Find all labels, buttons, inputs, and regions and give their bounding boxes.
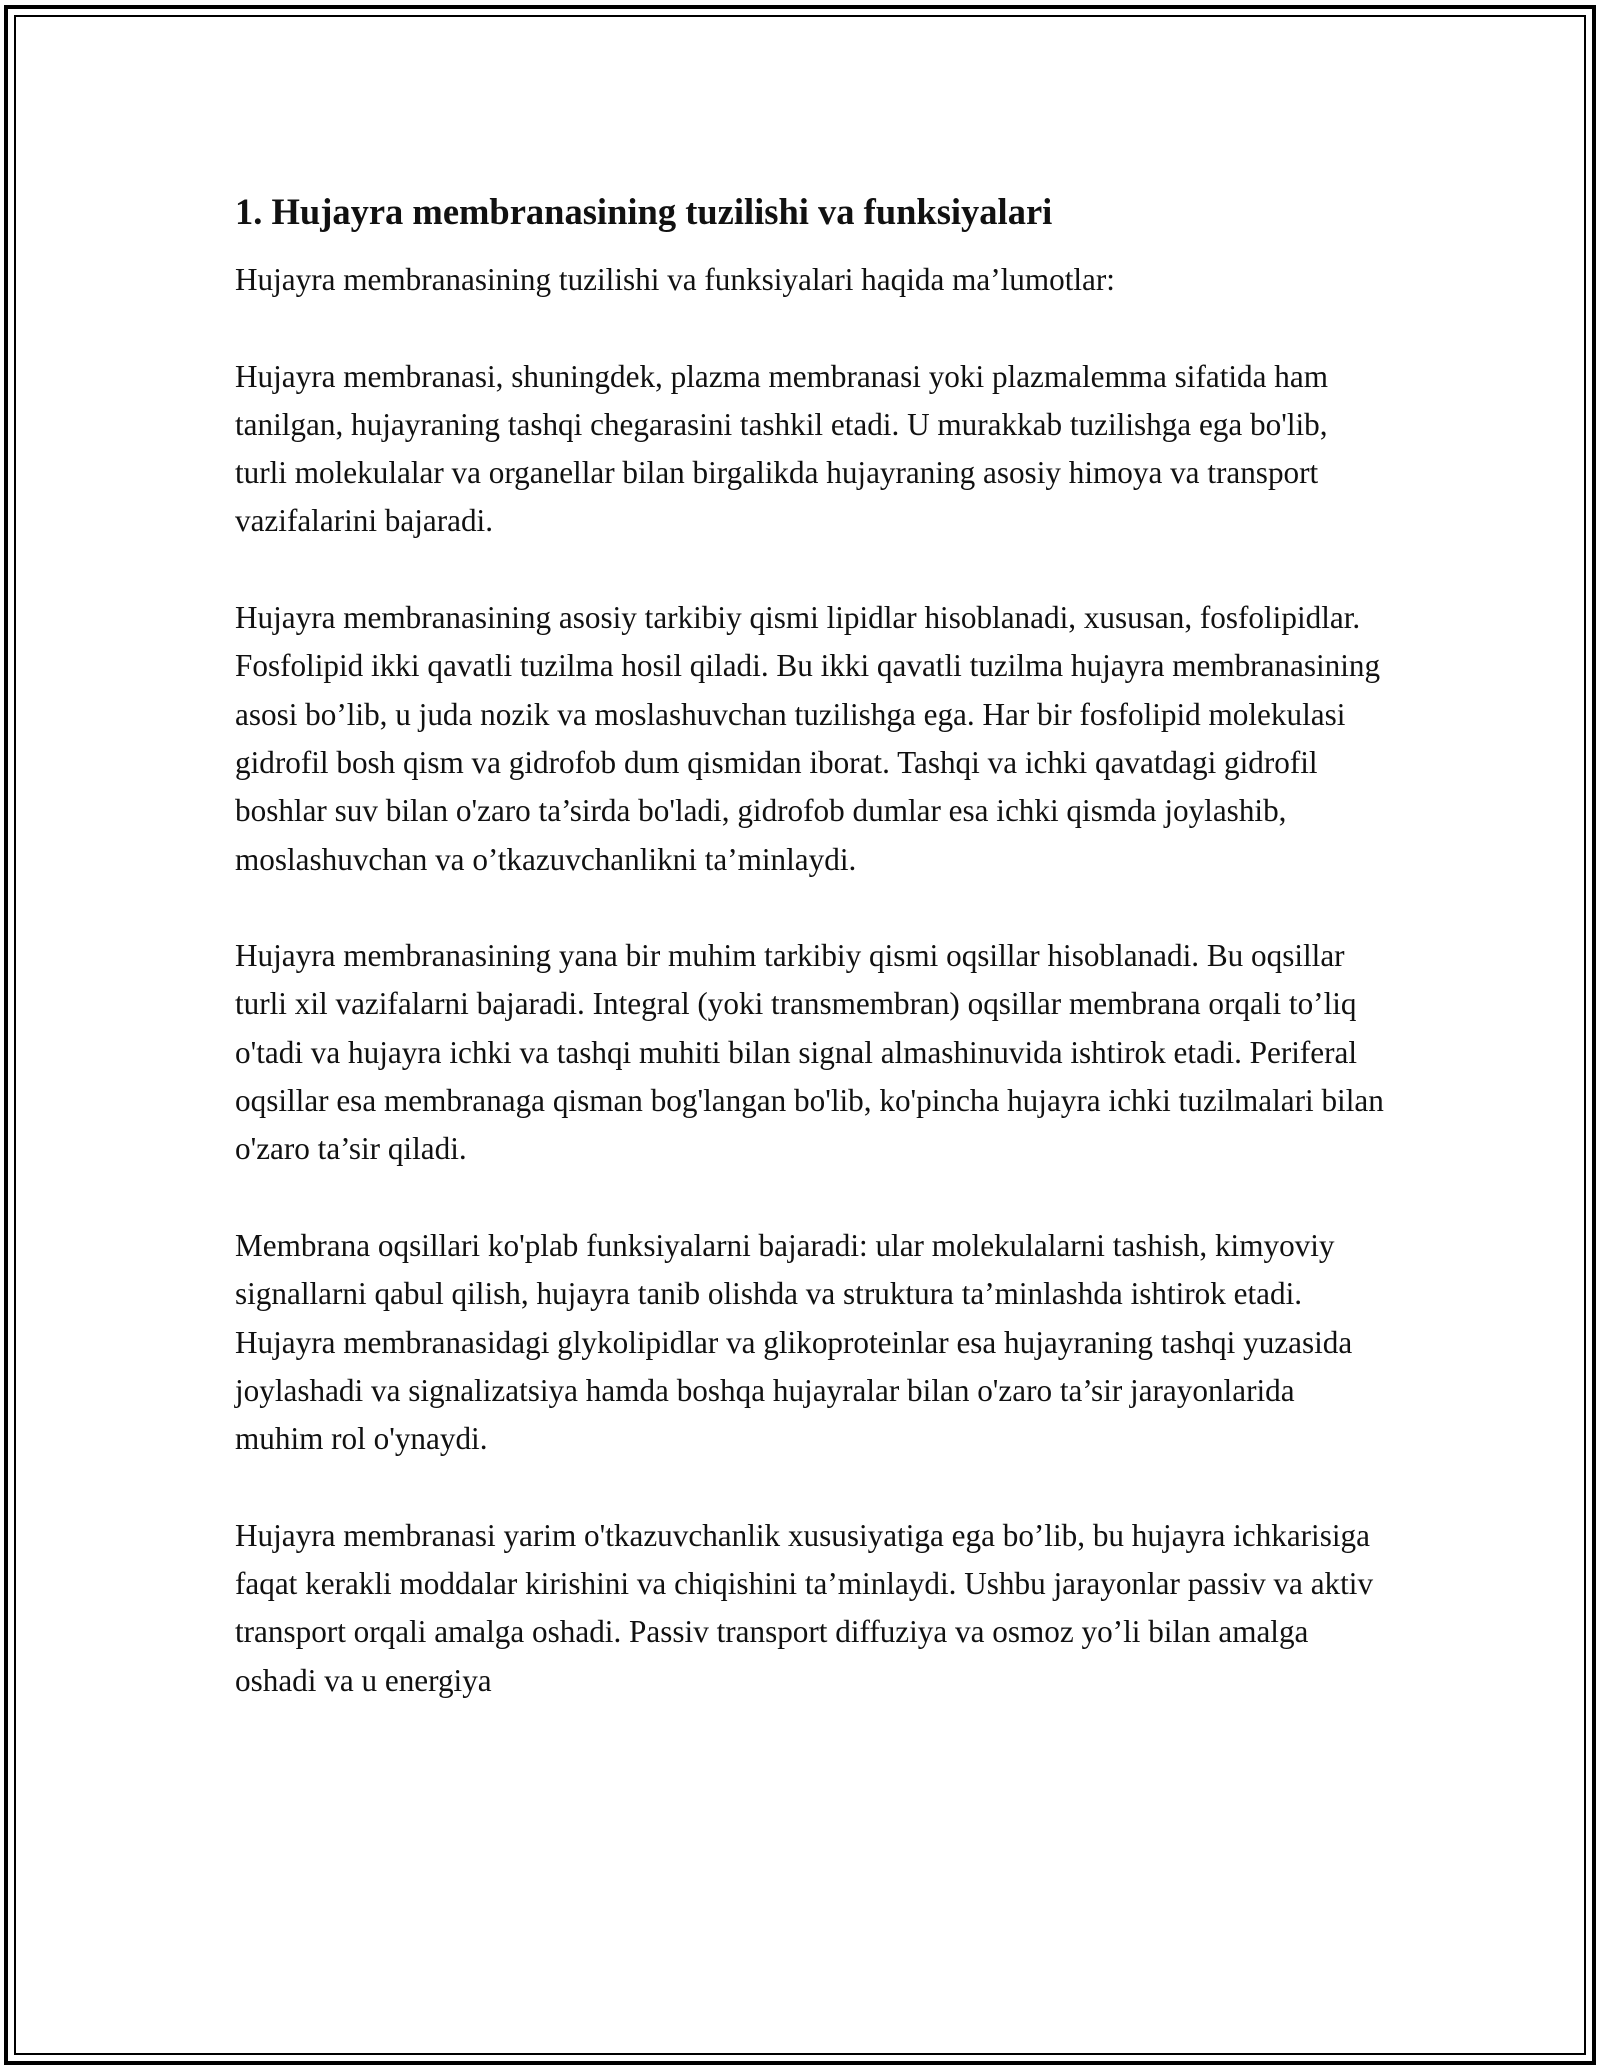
paragraph-protein-functions: Membrana oqsillari ko'plab funksiyalarni bajaradi: ular molekulalarni tashish, kimyoviy signallarni qabul qilish, hujayra tanib olishda va struktura ta’minlashda ishtirok etadi. Hujayra membranasidagi glykolipidlar va glikoproteinlar esa hujayraning tashqi yuzasida joylashadi va signalizatsiya hamda boshqa hujayralar bilan o'zaro ta’sir jarayonlarida muhim rol o'ynaydi.: [235, 1227, 1353, 1457]
paragraph-transport: Hujayra membranasi yarim o'tkazuvchanlik xususiyatiga ega bo’lib, bu hujayra ichkarisiga faqat kerakli moddalar kirishini va chiqishini ta’minlaydi. Ushbu jarayonlar passiv va aktiv transport orqali amalga oshadi. Passiv transport diffuziya va osmoz yo’li bilan amalga oshadi va u energiya: [235, 1517, 1374, 1698]
paragraph-lipids: Hujayra membranasining asosiy tarkibiy qismi lipidlar hisoblanadi, xususan, fosfolipidlar. Fosfolipid ikki qavatli tuzilma hosil qiladi. Bu ikki qavatli tuzilma hujayra membranasining asosi bo’lib, u juda nozik va moslashuvchan tuzilishga ega. Har bir fosfolipid molekulasi gidrofil bosh qism va gidrofob dum qismidan iborat. Tashqi va ichki qavatdagi gidrofil boshlar suv bilan o'zaro ta’sirda bo'ladi, gidrofob dumlar esa ichki qismda joylashib, moslashuvchan va o’tkazuvchanlikni ta’minlaydi.: [235, 600, 1381, 877]
paragraph-proteins: Hujayra membranasining yana bir muhim tarkibiy qismi oqsillar hisoblanadi. Bu oqsillar turli xil vazifalarni bajaradi. Integral (yoki transmembran) oqsillar membrana orqali to’liq o'tadi va hujayra ichki va tashqi muhiti bilan signal almashinuvida ishtirok etadi. Periferal oqsillar esa membranaga qisman bog'langan bo'lib, ko'pincha hujayra ichki tuzilmalari bilan o'zaro ta’sir qiladi.: [235, 938, 1384, 1167]
document-body: [235, 188, 1385, 1753]
paragraph-membrane-overview: Hujayra membranasi, shuningdek, plazma membranasi yoki plazmalemma sifatida ham tanilgan, hujayraning tashqi chegarasini tashkil etadi. U murakkab tuzilishga ega bo'lib, turli molekulalar va organellar bilan birgalikda hujayraning asosiy himoya va transport vazifalarini bajaradi.: [235, 358, 1328, 539]
intro-paragraph: Hujayra membranasining tuzilishi va funksiyalari haqida ma’lumotlar:: [235, 262, 1115, 297]
section-heading: 1. Hujayra membranasining tuzilishi va funksiyalari: [235, 191, 1053, 232]
